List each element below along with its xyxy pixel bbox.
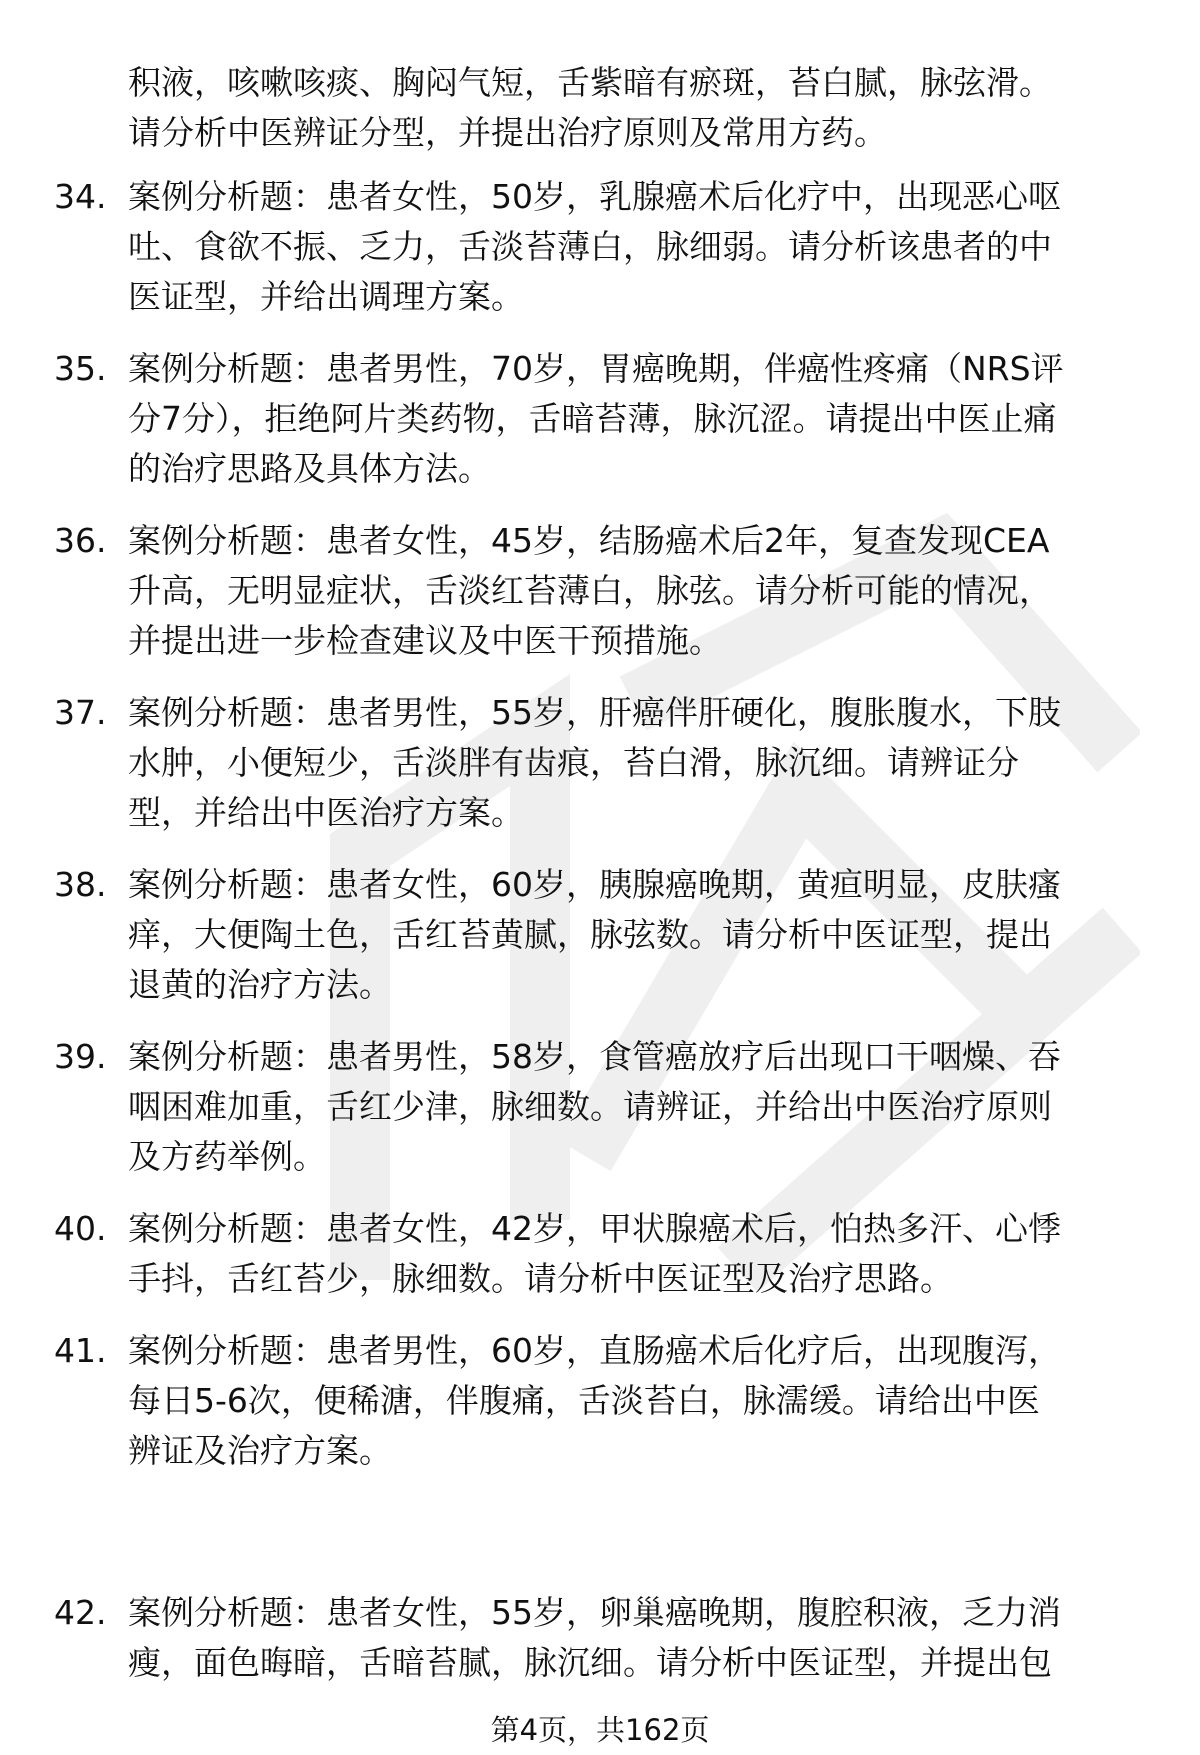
question-line: 吐、食欲不振、乏力，舌淡苔薄白，脉细弱。请分析该患者的中 bbox=[128, 227, 1052, 266]
continuation-line: 积液，咳嗽咳痰、胸闷气短，舌紫暗有瘀斑，苔白腻，脉弦滑。 bbox=[128, 63, 1052, 102]
question-line: 每日5-6次，便稀溏，伴腹痛，舌淡苔白，脉濡缓。请给出中医 bbox=[128, 1381, 1040, 1420]
question-line: 案例分析题：患者男性，70岁，胃癌晚期，伴癌性疼痛（NRS评 bbox=[128, 349, 1064, 388]
question-line: 的治疗思路及具体方法。 bbox=[128, 449, 491, 488]
question-line: 退黄的治疗方法。 bbox=[128, 965, 392, 1004]
question-number: 34. bbox=[54, 177, 107, 216]
question-line: 分7分），拒绝阿片类药物，舌暗苔薄，脉沉涩。请提出中医止痛 bbox=[128, 399, 1057, 438]
question-line: 案例分析题：患者男性，55岁，肝癌伴肝硬化，腹胀腹水，下肢 bbox=[128, 693, 1061, 732]
question-number: 38. bbox=[54, 865, 107, 904]
question-line: 瘦，面色晦暗，舌暗苔腻，脉沉细。请分析中医证型，并提出包 bbox=[128, 1643, 1052, 1682]
question-line: 并提出进一步检查建议及中医干预措施。 bbox=[128, 621, 722, 660]
question-line: 案例分析题：患者女性，42岁，甲状腺癌术后，怕热多汗、心悸 bbox=[128, 1209, 1061, 1248]
question-line: 案例分析题：患者女性，45岁，结肠癌术后2年，复查发现CEA bbox=[128, 521, 1050, 560]
question-number: 36. bbox=[54, 521, 107, 560]
question-line: 型，并给出中医治疗方案。 bbox=[128, 793, 524, 832]
question-line: 辨证及治疗方案。 bbox=[128, 1431, 392, 1470]
question-number: 42. bbox=[54, 1593, 107, 1632]
question-line: 案例分析题：患者女性，50岁，乳腺癌术后化疗中，出现恶心呕 bbox=[128, 177, 1061, 216]
page-number: 第4页，共162页 bbox=[490, 1713, 710, 1747]
question-line: 咽困难加重，舌红少津，脉细数。请辨证，并给出中医治疗原则 bbox=[128, 1087, 1052, 1126]
question-number: 39. bbox=[54, 1037, 107, 1076]
question-number: 41. bbox=[54, 1331, 107, 1370]
question-number: 40. bbox=[54, 1209, 107, 1248]
continuation-text bbox=[128, 58, 1148, 158]
question-number: 37. bbox=[54, 693, 107, 732]
question-line: 手抖，舌红苔少，脉细数。请分析中医证型及治疗思路。 bbox=[128, 1259, 953, 1298]
question-line: 医证型，并给出调理方案。 bbox=[128, 277, 524, 316]
question-line: 及方药举例。 bbox=[128, 1137, 326, 1176]
question-line: 痒，大便陶土色，舌红苔黄腻，脉弦数。请分析中医证型，提出 bbox=[128, 915, 1052, 954]
question-line: 升高，无明显症状，舌淡红苔薄白，脉弦。请分析可能的情况， bbox=[128, 571, 1052, 610]
question-line: 水肿，小便短少，舌淡胖有齿痕，苔白滑，脉沉细。请辨证分 bbox=[128, 743, 1019, 782]
question-number: 35. bbox=[54, 349, 107, 388]
question-line: 案例分析题：患者男性，60岁，直肠癌术后化疗后，出现腹泻， bbox=[128, 1331, 1061, 1370]
continuation-line: 请分析中医辨证分型，并提出治疗原则及常用方药。 bbox=[128, 113, 887, 152]
question-line: 案例分析题：患者女性，55岁，卵巢癌晚期，腹腔积液，乏力消 bbox=[128, 1593, 1061, 1632]
question-line: 案例分析题：患者男性，58岁，食管癌放疗后出现口干咽燥、吞 bbox=[128, 1037, 1061, 1076]
question-line: 案例分析题：患者女性，60岁，胰腺癌晚期，黄疸明显，皮肤瘙 bbox=[128, 865, 1061, 904]
